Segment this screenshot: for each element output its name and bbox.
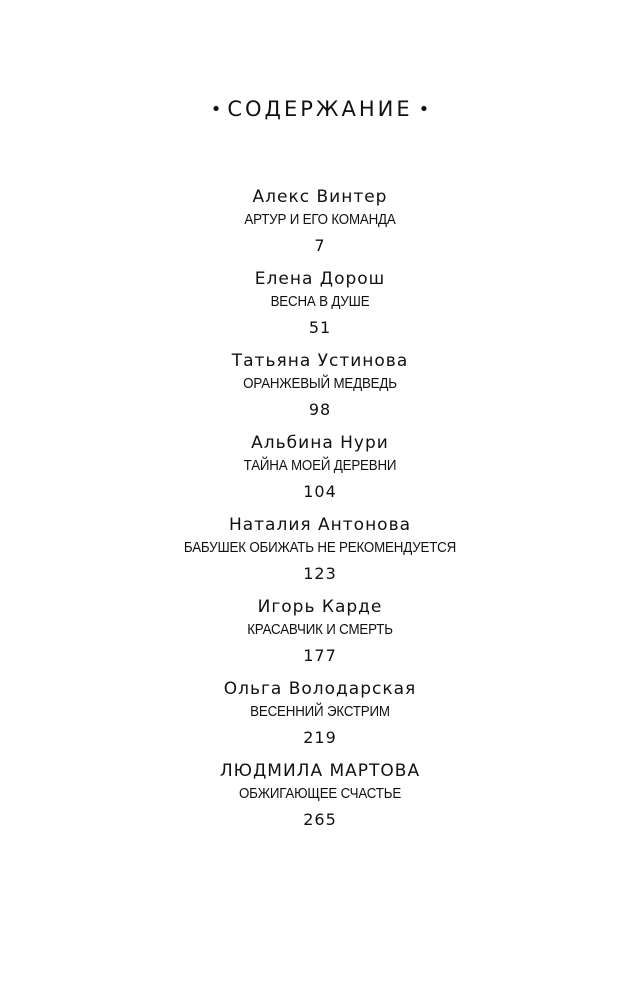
entry-story-title: ВЕСНА В ДУШЕ [270,294,370,310]
toc-entry[interactable] [0,349,640,431]
table-of-contents [0,185,640,841]
contents-title: СОДЕРЖАНИЕ [227,97,413,121]
toc-entry[interactable] [0,431,640,513]
entry-page-number: 51 [308,318,332,337]
toc-entry[interactable] [0,595,640,677]
entry-author: Игорь Карде [257,597,383,617]
contents-heading [0,96,640,123]
entry-author: Наталия Антонова [228,515,412,535]
entry-page-number: 104 [303,482,337,501]
toc-entry[interactable] [0,677,640,759]
toc-entry[interactable] [0,513,640,595]
entry-author: Елена Дорош [254,269,386,289]
entry-page-number: 265 [303,810,337,829]
entry-page-number: 219 [303,728,337,747]
entry-story-title: ОРАНЖЕВЫЙ МЕДВЕДЬ [243,376,397,392]
entry-author: Ольга Володарская [223,679,417,699]
entry-page-number: 7 [314,236,326,255]
entry-story-title: ОБЖИГАЮЩЕЕ СЧАСТЬЕ [238,786,402,802]
entry-author: Альбина Нури [251,433,389,453]
entry-author: ЛЮДМИЛА МАРТОВА [219,761,421,781]
entry-author: Татьяна Устинова [231,351,409,371]
entry-page-number: 177 [303,646,337,665]
bullet-left-icon: • [210,99,222,120]
entry-story-title: БАБУШЕК ОБИЖАТЬ НЕ РЕКОМЕНДУЕТСЯ [183,540,457,556]
bullet-right-icon: • [418,99,430,120]
entry-story-title: ТАЙНА МОЕЙ ДЕРЕВНИ [243,458,397,474]
entry-story-title: КРАСАВЧИК И СМЕРТЬ [247,622,393,638]
toc-entry[interactable] [0,267,640,349]
entry-story-title: АРТУР И ЕГО КОМАНДА [244,212,396,228]
entry-page-number: 98 [308,400,332,419]
entry-story-title: ВЕСЕННИЙ ЭКСТРИМ [250,704,390,720]
entry-page-number: 123 [303,564,337,583]
toc-entry[interactable] [0,759,640,841]
toc-entry[interactable] [0,185,640,267]
entry-author: Алекс Винтер [252,187,388,207]
